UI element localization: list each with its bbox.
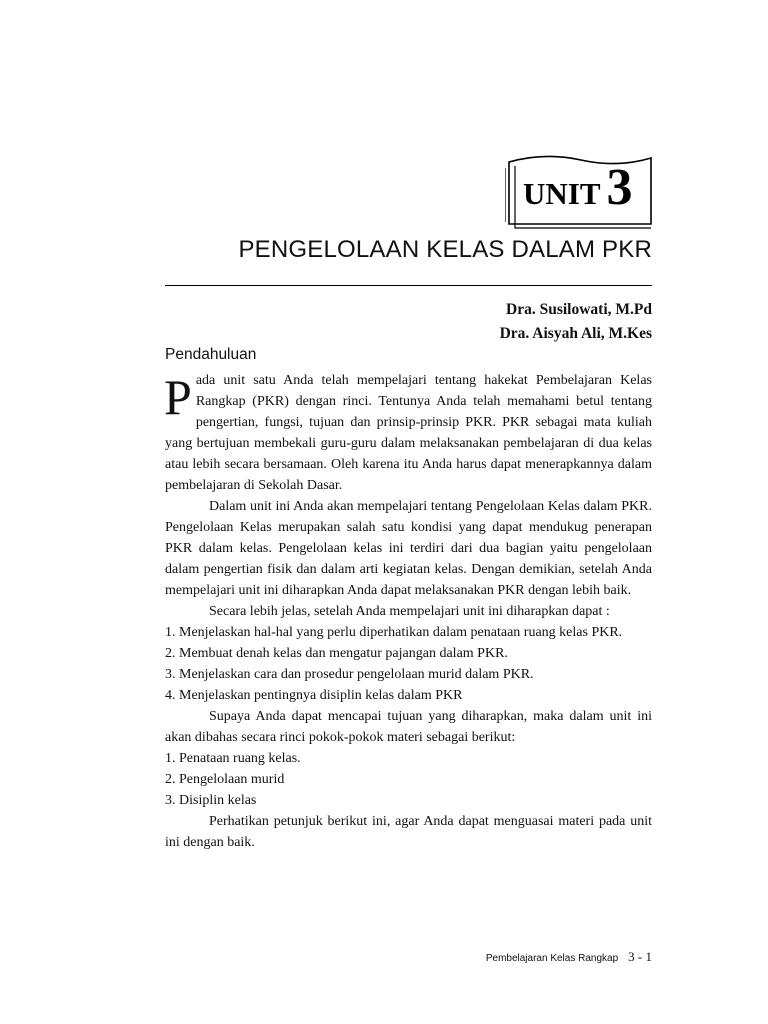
author-2: Dra. Aisyah Ali, M.Kes [499, 325, 652, 342]
list-item: 4. Menjelaskan pentingnya disiplin kelas dalam PKR [165, 688, 463, 703]
list-item: 3. Disiplin kelas [165, 793, 257, 808]
unit-badge [505, 152, 653, 230]
drop-cap: P [164, 369, 192, 425]
unit-word: UNIT [523, 176, 601, 211]
body-text [165, 370, 652, 853]
list-item: 2. Pengelolaan murid [165, 772, 285, 787]
topics-intro: Supaya Anda dapat mencapai tujuan yang diharapkan, maka dalam unit ini akan dibahas secara rinci pokok-pokok materi sebagai berikut: [165, 709, 652, 745]
intro-text: ada unit satu Anda telah mempelajari tentang hakekat Pembelajaran Kelas Rangkap (PKR) dengan rinci. Tentunya Anda telah memahami betul tentang pengertian, fungsi, tujuan dan prinsip-prinsip PKR. PKR sebagai mata kuliah yang bertujuan membekali guru-guru dalam melaksanakan pembelajaran di dua kelas atau lebih secara bersamaan. Oleh karena itu Anda harus dapat menerapkannya dalam pembelajaran di Sekolah Dasar. [165, 373, 652, 493]
list-item: 1. Penataan ruang kelas. [165, 751, 301, 766]
page-number: 3 - 1 [628, 949, 652, 964]
list-item: 3. Menjelaskan cara dan prosedur pengelolaan murid dalam PKR. [165, 667, 534, 682]
topics-list [165, 748, 652, 811]
title-divider [165, 285, 652, 286]
unit-number: 3 [606, 159, 633, 216]
page-title: PENGELOLAAN KELAS DALAM PKR [238, 236, 652, 263]
list-item: 1. Menjelaskan hal-hal yang perlu diperhatikan dalam penataan ruang kelas PKR. [165, 625, 623, 640]
objectives-list [165, 622, 652, 706]
section-heading: Pendahuluan [165, 346, 257, 363]
intro-paragraph [165, 370, 652, 496]
footer-book-title: Pembelajaran Kelas Rangkap [485, 953, 619, 964]
paragraph-2: Dalam unit ini Anda akan mempelajari tentang Pengelolaan Kelas dalam PKR. Pengelolaan Kelas merupakan salah satu kondisi yang dapat mendukug penerapan PKR dalam kelas. Pengelolaan kelas ini terdiri dari dua bagian yaitu pengelolaan dalam pengertian fisik dan dalam arti kegiatan kelas. Dengan demikian, setelah Anda mempelajari unit ini diharapkan Anda dapat melaksanakan PKR dengan lebih baik. [165, 499, 652, 598]
objectives-intro: Secara lebih jelas, setelah Anda mempelajari unit ini diharapkan dapat : [209, 604, 610, 619]
author-1: Dra. Susilowati, M.Pd [506, 301, 652, 318]
list-item: 2. Membuat denah kelas dan mengatur pajangan dalam PKR. [165, 646, 508, 661]
closing-paragraph: Perhatikan petunjuk berikut ini, agar Anda dapat menguasai materi pada unit ini dengan baik. [165, 814, 652, 850]
page-footer [486, 948, 652, 966]
